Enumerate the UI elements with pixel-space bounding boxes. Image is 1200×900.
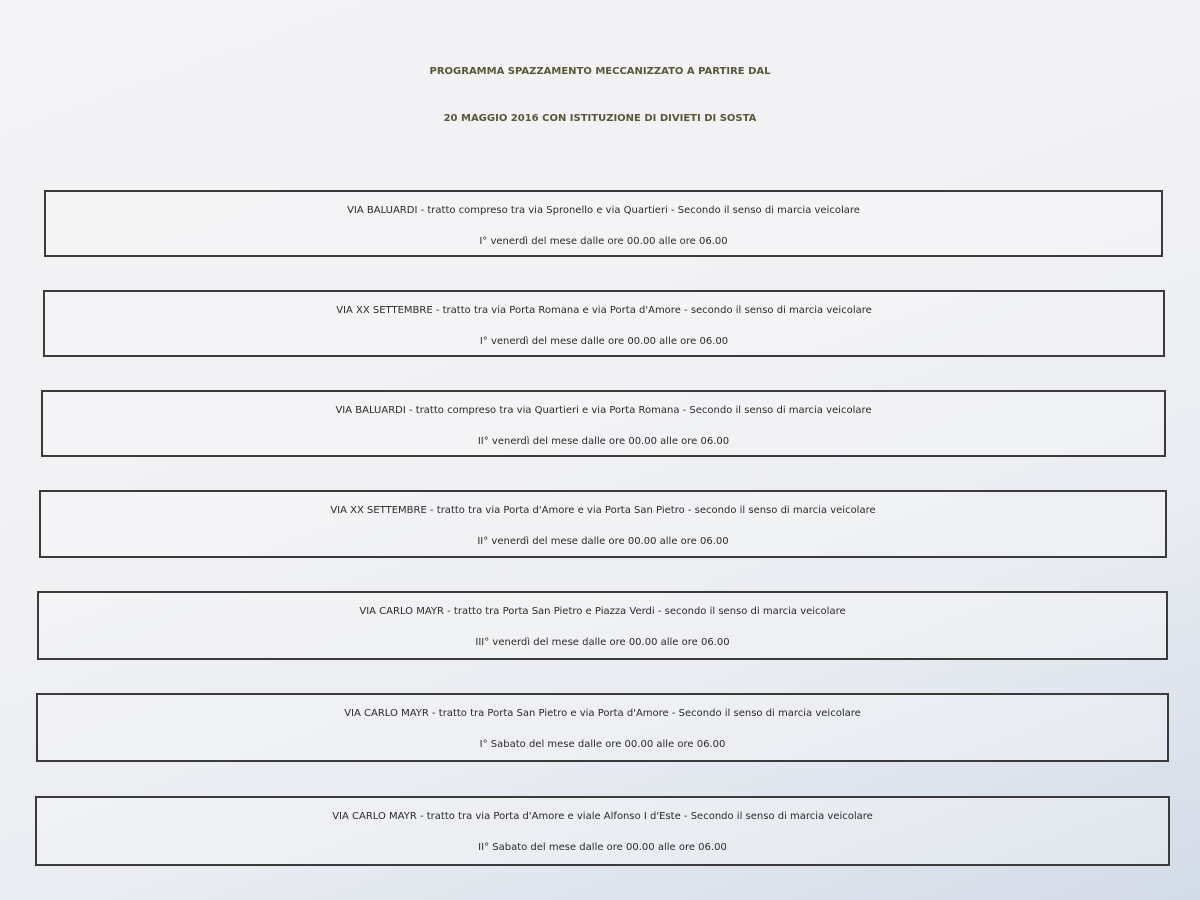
schedule-time-text: II° Sabato del mese dalle ore 00.00 alle ore 06.00	[478, 842, 727, 853]
schedule-time-text: I° venerdì del mese dalle ore 00.00 alle ore 06.00	[479, 236, 728, 247]
schedule-box-7	[35, 796, 1170, 866]
schedule-time-text: II° venerdì del mese dalle ore 00.00 alle ore 06.00	[477, 436, 730, 447]
street-segment-text: VIA CARLO MAYR - tratto tra Porta San Pietro e via Porta d'Amore - Secondo il senso di marcia veicolare	[344, 708, 861, 719]
schedule-box-2	[43, 290, 1165, 357]
street-segment-text: VIA BALUARDI - tratto compreso tra via Quartieri e via Porta Romana - Secondo il senso di marcia veicolare	[335, 405, 872, 416]
schedule-time-text: III° venerdì del mese dalle ore 00.00 alle ore 06.00	[475, 637, 730, 648]
schedule-time-text: II° venerdì del mese dalle ore 00.00 alle ore 06.00	[477, 536, 729, 547]
title-line-1: PROGRAMMA SPAZZAMENTO MECCANIZZATO A PARTIRE DAL	[429, 66, 771, 77]
title-line-2: 20 MAGGIO 2016 CON ISTITUZIONE DI DIVIETI DI SOSTA	[443, 113, 757, 124]
schedule-time-text: I° Sabato del mese dalle ore 00.00 alle ore 06.00	[479, 739, 726, 750]
street-segment-text: VIA BALUARDI - tratto compreso tra via Spronello e via Quartieri - Secondo il senso di marcia veicolare	[347, 205, 860, 216]
document-title	[0, 48, 1200, 142]
street-segment-text: VIA CARLO MAYR - tratto tra via Porta d'Amore e viale Alfonso I d'Este - Secondo il senso di marcia veicolare	[332, 811, 873, 822]
schedule-box-6	[36, 693, 1169, 762]
schedule-box-3	[41, 390, 1166, 457]
schedule-box-5	[37, 591, 1168, 660]
street-segment-text: VIA XX SETTEMBRE - tratto tra via Porta d'Amore e via Porta San Pietro - secondo il senso di marcia veicolare	[330, 505, 876, 516]
schedule-time-text: I° venerdì del mese dalle ore 00.00 alle ore 06.00	[479, 336, 729, 347]
schedule-box-4	[39, 490, 1167, 558]
street-segment-text: VIA CARLO MAYR - tratto tra Porta San Pietro e Piazza Verdi - secondo il senso di marcia veicolare	[359, 606, 846, 617]
street-segment-text: VIA XX SETTEMBRE - tratto tra via Porta Romana e via Porta d'Amore - secondo il senso di marcia veicolare	[336, 305, 872, 316]
schedule-box-1	[44, 190, 1163, 257]
